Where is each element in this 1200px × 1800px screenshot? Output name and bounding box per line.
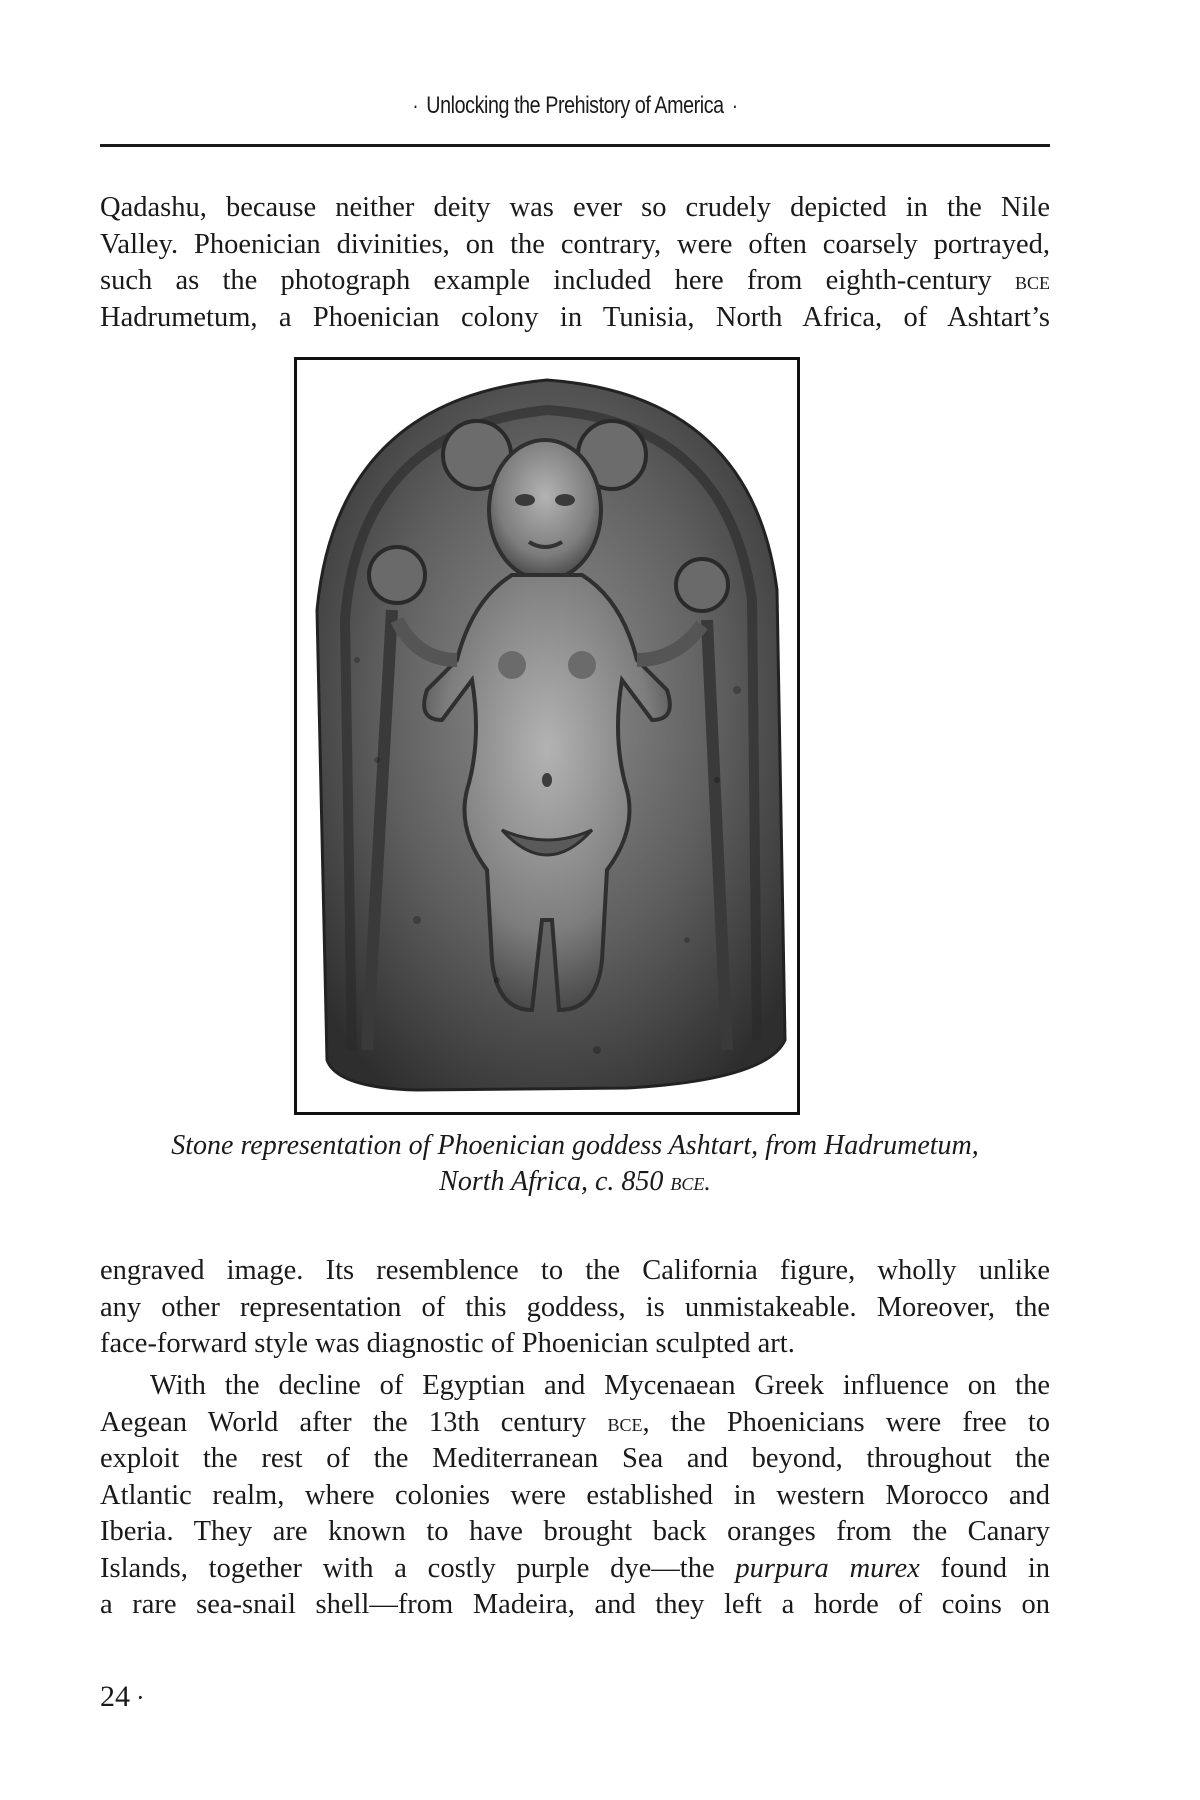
paragraph-3-line-2-text-c: , the Phoenicians were free to xyxy=(642,1406,1051,1438)
paragraph-2-line-1: engraved image. Its resemblence to the California figure, wholly unlike xyxy=(100,1255,1050,1286)
paragraph-1-line-4: Hadrumetum, a Phoenician colony in Tunisia, North Africa, of Ashtart’s xyxy=(100,301,1050,333)
page-number: 24 xyxy=(100,1680,130,1713)
paragraph-3-line-2 xyxy=(100,1405,1050,1442)
paragraph-2-line-3: face-forward style was diagnostic of Phoenician sculpted art. xyxy=(100,1328,795,1359)
goddess-head xyxy=(489,440,601,580)
paragraph-2 xyxy=(100,1253,1050,1363)
folio-bullet: · xyxy=(136,1683,145,1712)
paragraph-3-line-1: With the decline of Egyptian and Mycenaean Greek influence on the xyxy=(150,1370,1050,1401)
paragraph-3 xyxy=(100,1368,1050,1624)
paragraph-3-line-7: a rare sea-snail shell—from Madeira, and they left a horde of coins on xyxy=(100,1589,1050,1620)
paragraph-3-era-abbrev: bce xyxy=(607,1407,643,1437)
caption-era-abbrev: bce. xyxy=(670,1167,711,1196)
left-lotus xyxy=(369,547,425,603)
paragraph-2-line-2: any other representation of this goddess, is unmistakeable. Moreover, the xyxy=(100,1291,1050,1323)
caption-line-1: Stone representation of Phoenician goddess Ashtart, from Hadrumetum, xyxy=(171,1130,979,1161)
paragraph-1-line-1: Qadashu, because neither deity was ever so crudely depicted in the Nile xyxy=(100,192,1050,223)
header-rule xyxy=(100,144,1050,147)
paragraph-1-line-2: Valley. Phoenician divinities, on the contrary, were often coarsely portrayed, xyxy=(100,228,1050,260)
paragraph-3-line-2-text-a: Aegean World after the 13th century xyxy=(100,1406,608,1438)
right-lotus xyxy=(676,559,728,611)
running-head xyxy=(186,92,965,120)
paragraph-3-line-6-text-c: found in xyxy=(919,1552,1050,1584)
paragraph-1-line-3 xyxy=(100,263,1050,300)
paragraph-3-line-4: Atlantic realm, where colonies were established in western Morocco and xyxy=(100,1479,1050,1511)
stone-relief-illustration xyxy=(297,360,797,1112)
paragraph-1 xyxy=(100,190,1050,336)
paragraph-1-line-3-text: such as the photograph example included here from eighth-century xyxy=(100,265,1015,296)
running-head-bullet-left: · xyxy=(412,93,419,118)
paragraph-3-line-6 xyxy=(100,1551,1050,1588)
caption-line-2-text: North Africa, c. 850 xyxy=(439,1166,671,1197)
paragraph-3-italic-term: purpura murex xyxy=(735,1552,920,1584)
era-abbrev: bce xyxy=(1014,266,1050,295)
running-head-title: Unlocking the Prehistory of America xyxy=(426,92,724,119)
figure-photo-ashtart xyxy=(294,357,800,1115)
figure-caption xyxy=(100,1128,1050,1200)
paragraph-3-line-3: exploit the rest of the Mediterranean Sea and beyond, throughout the xyxy=(100,1443,1050,1474)
paragraph-3-line-5: Iberia. They are known to have brought back oranges from the Canary xyxy=(100,1516,1050,1547)
paragraph-3-line-6-text-a: Islands, together with a costly purple dye—the xyxy=(100,1552,736,1584)
caption-line-2 xyxy=(100,1164,1050,1200)
page-folio xyxy=(100,1680,145,1714)
running-head-bullet-right: · xyxy=(731,93,738,118)
